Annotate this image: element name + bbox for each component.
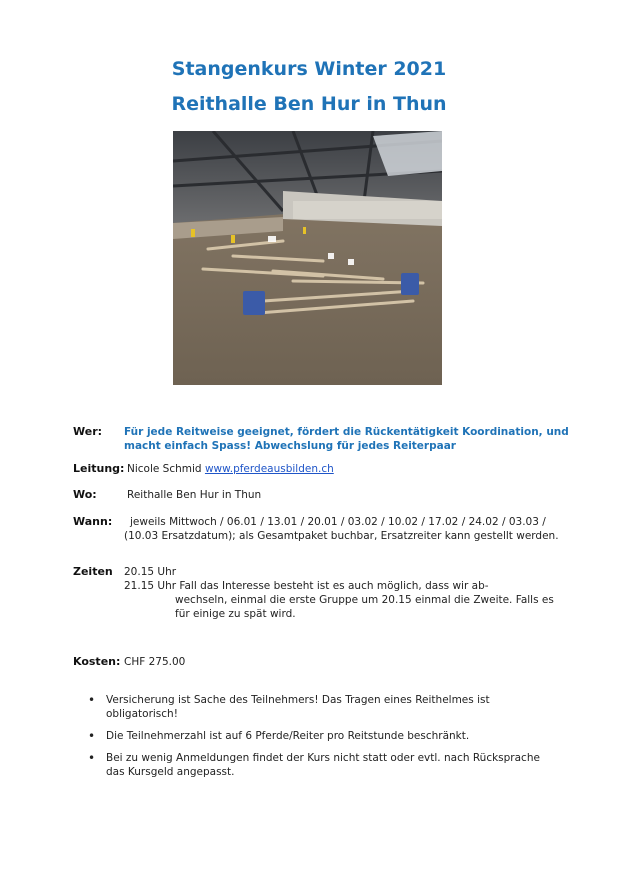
list-item: • Die Teilnehmerzahl ist auf 6 Pferde/Reiter pro Reitstunde beschränkt. [88,729,540,743]
kosten-label: Kosten: [73,655,121,668]
wer-line-1: Für jede Reitweise geeignet, fördert die Rückentätigkeit Koordination, und [124,426,569,438]
leitung-value [127,462,334,476]
wer-label: Wer: [73,425,103,438]
instructor-name: Nicole Schmid [127,463,202,475]
notes-list [88,693,540,787]
title-line-2: Reithalle Ben Hur in Thun [171,93,447,115]
zeiten-line-2: wechseln, einmal die erste Gruppe um 20.15 einmal die Zweite. Falls es [175,594,554,606]
wo-label: Wo: [73,488,97,501]
title-line-1: Stangenkurs Winter 2021 [171,58,447,80]
list-item: • Bei zu wenig Anmeldungen findet der Kurs nicht statt oder evtl. nach Rücksprache das Kursgeld angepasst. [88,751,540,779]
riding-arena-photo [173,131,442,385]
wann-line-1: jeweils Mittwoch / 06.01 / 13.01 / 20.01 / 03.02 / 10.02 / 17.02 / 24.02 / 03.03 / [130,516,546,528]
zeiten-line-1: 21.15 Uhr Fall das Interesse besteht ist es auch möglich, dass wir ab- [124,580,489,592]
kosten-value: CHF 275.00 [124,656,186,668]
website-link[interactable]: www.pferdeausbilden.ch [204,463,334,475]
zeiten-time-1: 20.15 Uhr [124,566,177,578]
wann-label: Wann: [73,515,113,528]
wo-value: Reithalle Ben Hur in Thun [127,489,262,501]
wer-line-2: macht einfach Spass! Abwechslung für jedes Reiterpaar [124,440,456,452]
list-item: • Versicherung ist Sache des Teilnehmers! Das Tragen eines Reithelmes ist obligatorisch! [88,693,540,721]
zeiten-label: Zeiten [73,565,113,578]
leitung-label: Leitung: [73,462,125,475]
wann-line-2: (10.03 Ersatzdatum); als Gesamtpaket buchbar, Ersatzreiter kann gestellt werden. [124,530,559,542]
zeiten-line-3: für einige zu spät wird. [175,608,296,620]
